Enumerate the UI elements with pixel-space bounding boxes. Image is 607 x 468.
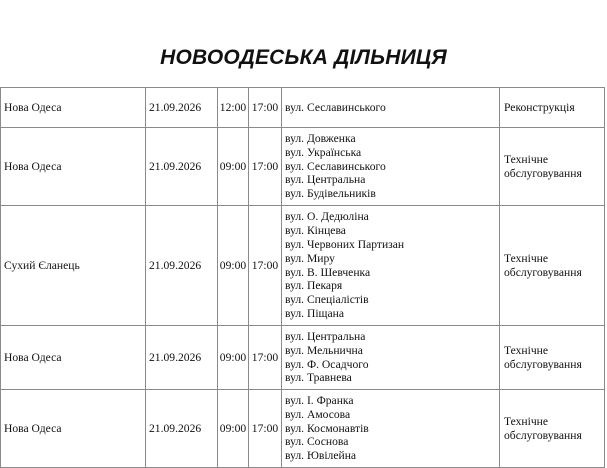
street-name: вул. Червоних Партизан [285, 237, 405, 251]
table-row [1, 326, 605, 390]
street-name: вул. Кінцева [285, 224, 346, 238]
work-type: Реконструкція [504, 100, 575, 114]
street-name: вул. Ювілейна [285, 449, 357, 463]
work-type: Технічне обслуговування [504, 414, 582, 442]
date-cell: 21.09.2026 [146, 88, 218, 128]
street-name: вул. Соснова [285, 435, 349, 449]
date-cell: 21.09.2026 [146, 390, 218, 468]
work-type: Технічне обслуговування [504, 152, 582, 180]
table-row [1, 206, 605, 326]
street-name: вул. В. Шевченка [285, 265, 371, 279]
street-name: вул. Довженка [285, 132, 356, 145]
street-name: вул. Миру [285, 251, 335, 265]
start-time-cell: 09:00 [218, 326, 249, 390]
work-type: Технічне обслуговування [504, 251, 582, 279]
settlement-cell: Нова Одеса [1, 128, 146, 206]
street-name: вул. Сеславинського [285, 100, 386, 114]
streets-cell [282, 326, 500, 390]
street-name: вул. Сеславинського [285, 159, 386, 173]
end-time-cell: 17:00 [249, 326, 282, 390]
street-name: вул. Травнева [285, 371, 352, 385]
settlement-cell: Нова Одеса [1, 88, 146, 128]
streets-cell [282, 206, 500, 326]
work-type-cell [500, 128, 605, 206]
start-time-cell: 09:00 [218, 390, 249, 468]
page-title: НОВООДЕСЬКА ДІЛЬНИЦЯ [160, 46, 447, 69]
date-cell: 21.09.2026 [146, 128, 218, 206]
settlement-cell: Сухий Єланець [1, 206, 146, 326]
end-time-cell: 17:00 [249, 88, 282, 128]
streets-cell [282, 128, 500, 206]
work-type-cell [500, 206, 605, 326]
work-type-cell [500, 390, 605, 468]
table-row [1, 88, 605, 128]
end-time-cell: 17:00 [249, 128, 282, 206]
street-name: вул. Центральна [285, 329, 366, 343]
street-name: вул. Мельнична [285, 343, 363, 357]
start-time-cell: 12:00 [218, 88, 249, 128]
work-type-cell [500, 88, 605, 128]
start-time-cell: 09:00 [218, 206, 249, 326]
streets-cell [282, 390, 500, 468]
street-name: вул. Будівельників [285, 187, 376, 201]
work-type-cell [500, 326, 605, 390]
outage-schedule-table [0, 87, 605, 468]
end-time-cell: 17:00 [249, 206, 282, 326]
street-name: вул. Космонавтів [285, 421, 369, 435]
street-name: вул. Пекаря [285, 279, 343, 293]
date-cell: 21.09.2026 [146, 326, 218, 390]
street-name: вул. І. Франка [285, 394, 354, 407]
work-type: Технічне обслуговування [504, 343, 582, 371]
street-name: вул. Амосова [285, 407, 351, 421]
settlement-cell: Нова Одеса [1, 326, 146, 390]
start-time-cell: 09:00 [218, 128, 249, 206]
end-time-cell: 17:00 [249, 390, 282, 468]
street-name: вул. Українська [285, 145, 362, 159]
table-row [1, 128, 605, 206]
settlement-cell: Нова Одеса [1, 390, 146, 468]
street-name: вул. Центральна [285, 173, 366, 187]
street-name: вул. Спеціалістів [285, 293, 369, 307]
table-row [1, 390, 605, 468]
street-name: вул. Ф. Осадчого [285, 357, 369, 371]
date-cell: 21.09.2026 [146, 206, 218, 326]
street-name: вул. О. Дедюліна [285, 210, 369, 224]
street-name: вул. Піщана [285, 306, 344, 320]
streets-cell [282, 88, 500, 128]
